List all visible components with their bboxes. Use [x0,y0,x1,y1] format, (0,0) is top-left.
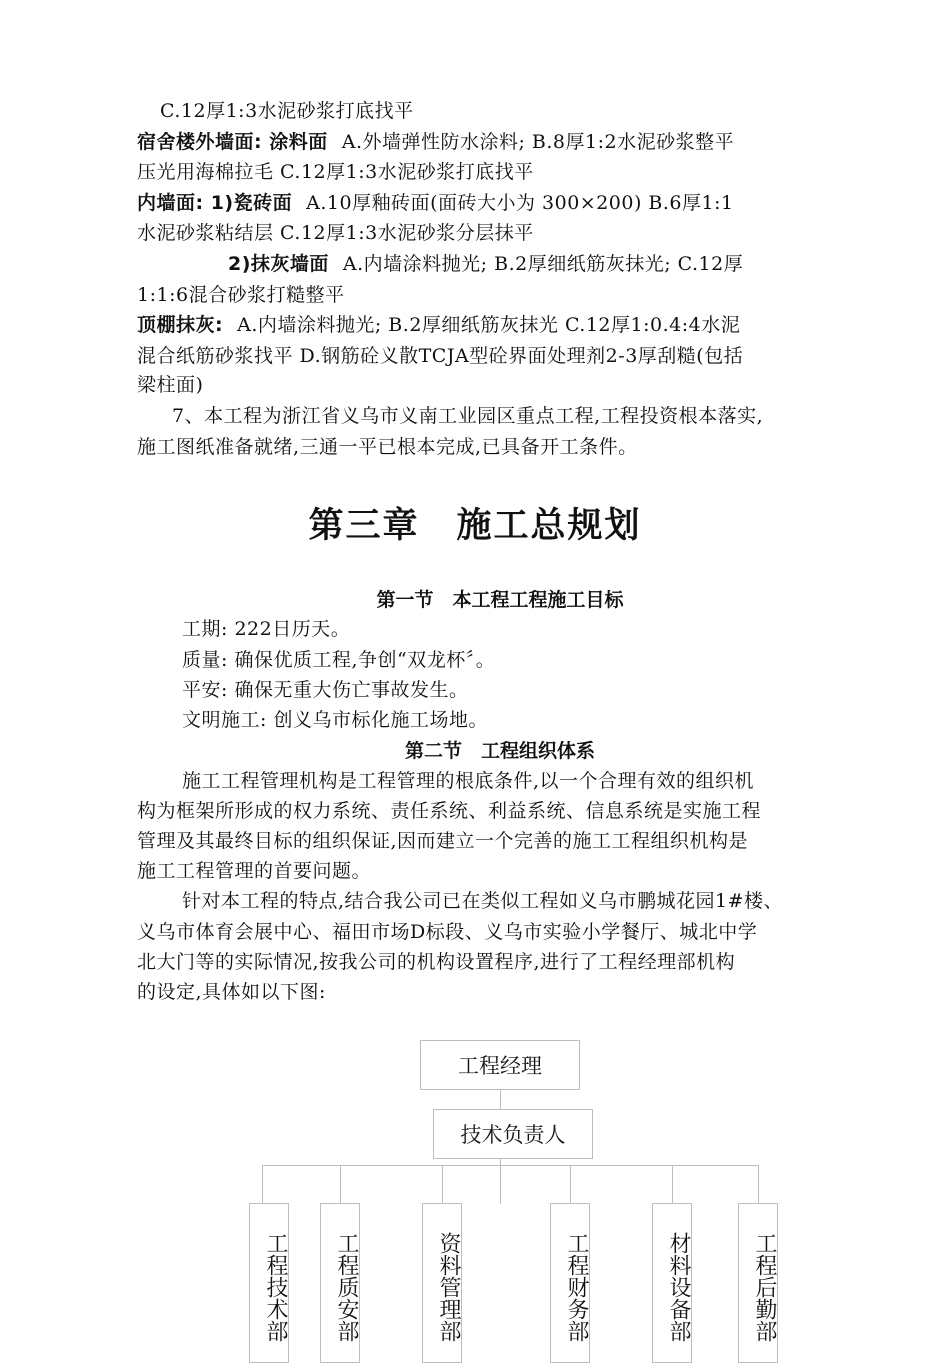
connector-line [758,1165,759,1203]
goal-item: 平安: 确保无重大伤亡事故发生。 [182,679,469,701]
connector-line [500,1089,501,1109]
paragraph-line: 施工工程管理机构是工程管理的根底条件,以一个合理有效的组织机 [182,770,755,792]
org-node-project-manager: 工程经理 [420,1040,580,1090]
paragraph-line: 的设定,具体如以下图: [137,981,326,1003]
connector-line [340,1165,341,1203]
spec-text: A.内墙涂料抛光; B.2厚细纸筋灰抹光; C.12厚 [342,253,744,275]
paragraph-line: 施工工程管理的首要问题。 [137,860,372,882]
connector-line [262,1165,263,1203]
paragraph-line: 管理及其最终目标的组织保证,因而建立一个完善的施工工程组织机构是 [137,830,749,852]
section-2-title: 第二节 工程组织体系 [404,740,595,762]
connector-line [672,1165,673,1203]
org-node-technical-lead: 技术负责人 [433,1109,593,1159]
paragraph-line: 针对本工程的特点,结合我公司已在类似工程如义乌市鹏城花园1#楼、 [182,890,784,912]
spec-line-3: 压光用海棉拉毛 C.12厚1:3水泥砂浆打底找平 [137,161,534,183]
goal-item: 质量: 确保优质工程,争创“双龙杯〞。 [182,649,496,671]
spec-line-1: C.12厚1:3水泥砂浆打底找平 [160,100,414,122]
paragraph-line: 北大门等的实际情况,按我公司的机构设置程序,进行了工程经理部机构 [137,951,736,973]
spec-line-5: 水泥砂浆粘结层 C.12厚1:3水泥砂浆分层抹平 [137,222,534,244]
connector-line [262,1165,759,1166]
org-dept-materials-equipment: 材料设备部 [652,1203,692,1363]
paragraph-line: 义乌市体育会展中心、福田市场D标段、义乌市实验小学餐厅、城北中学 [137,921,758,943]
connector-line [442,1165,443,1203]
org-dept-logistics: 工程后勤部 [738,1203,778,1363]
spec-heading-plaster-wall: 2)抹灰墙面 [228,253,329,275]
spec-line-6 [228,249,888,279]
goal-item: 工期: 222日历天。 [182,618,351,640]
spec-text: A.内墙涂料抛光; B.2厚细纸筋灰抹光 C.12厚1:0.4:4水泥 [237,314,741,336]
spec-heading-ceiling: 顶棚抹灰: [137,314,224,336]
org-dept-quality-safety: 工程质安部 [320,1203,360,1363]
org-dept-finance: 工程财务部 [550,1203,590,1363]
spec-line-11: 7、本工程为浙江省义乌市义南工业园区重点工程,工程投资根本落实, [172,405,764,427]
spec-line-7: 1:1:6混合砂浆打糙整平 [137,284,345,306]
spec-heading-interior-tile: 内墙面: 1)瓷砖面 [137,192,293,214]
spec-text: A.外墙弹性防水涂料; B.8厚1:2水泥砂浆整平 [341,131,735,153]
spec-line-9: 混合纸筋砂浆找平 D.钢筋砼义散TCJA型砼界面处理剂2-3厚刮糙(包括 [137,345,744,367]
spec-heading-dorm-exterior: 宿舍楼外墙面: 涂料面 [137,131,328,153]
goal-item: 文明施工: 创义乌市标化施工场地。 [182,709,488,731]
spec-line-4 [137,188,877,218]
spec-line-12: 施工图纸准备就绪,三通一平已根本完成,已具备开工条件。 [137,436,638,458]
org-dept-engineering-tech: 工程技术部 [249,1203,289,1363]
spec-text: A.10厚釉砖面(面砖大小为 300×200) B.6厚1:1 [306,192,734,214]
connector-line [570,1165,571,1203]
paragraph-line: 构为框架所形成的权力系统、责任系统、利益系统、信息系统是实施工程 [137,800,762,822]
org-dept-document-management: 资料管理部 [422,1203,462,1363]
spec-line-8 [137,310,877,340]
chapter-title: 第三章 施工总规划 [308,506,642,546]
section-1-title: 第一节 本工程工程施工目标 [376,589,624,611]
spec-line-2 [137,127,877,157]
spec-line-10: 梁柱面) [137,374,204,396]
